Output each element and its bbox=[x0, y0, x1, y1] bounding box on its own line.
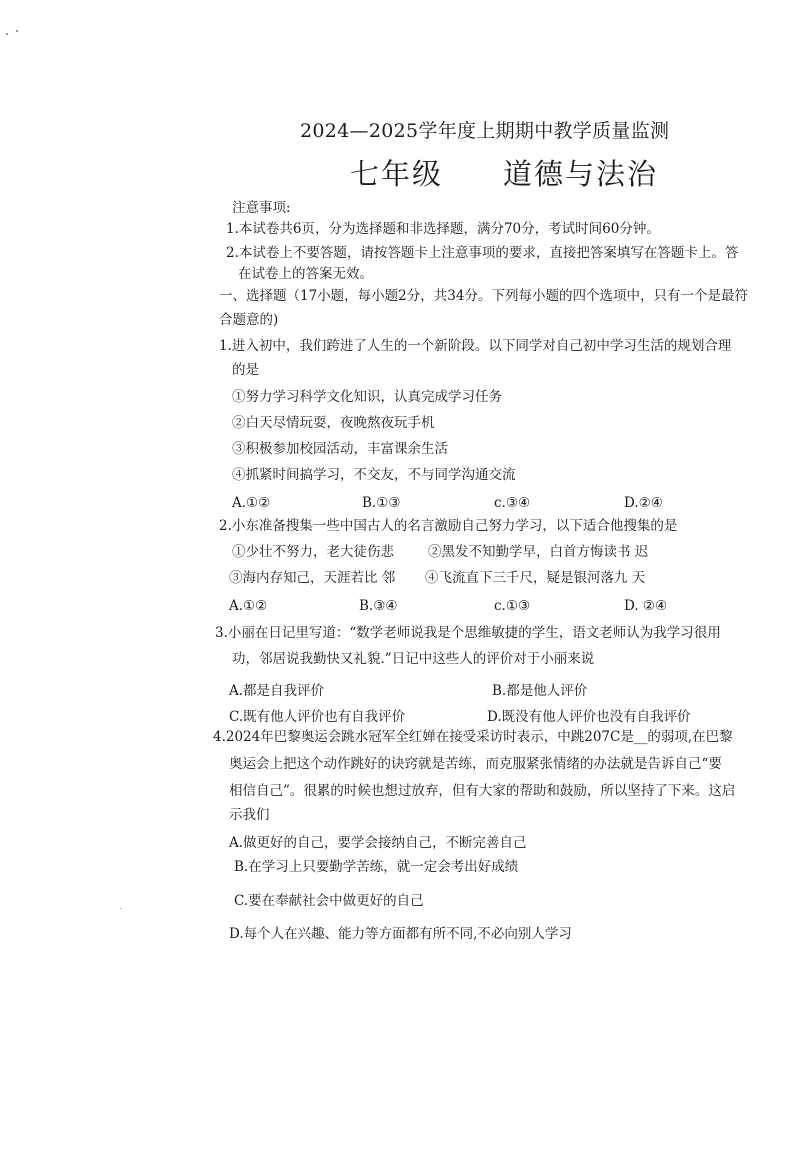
question-1-item: ②白天尽情玩耍，夜晚熬夜玩手机 bbox=[232, 415, 435, 431]
question-3-stem-cont: 功，邻居说我勤快又礼貌.”日记中这些人的评价对于小丽来说 bbox=[232, 651, 595, 667]
notice-item: 2.本试卷上不要答题，请按答题卡上注意事项的要求，直接把答案填写在答题卡上。答 bbox=[226, 245, 739, 261]
question-3-stem: 3.小丽在日记里写道：“数学老师说我是个思维敏捷的学生，语文老师认为我学习很用 bbox=[215, 625, 721, 641]
question-4-stem-cont: 相信自己”。很累的时候也想过放弃，但有大家的帮助和鼓励，所以坚持了下来。这启 bbox=[229, 783, 736, 799]
exam-title: 2024—2025学年度上期期中教学质量监测 bbox=[300, 120, 670, 142]
scan-speck bbox=[6, 33, 8, 35]
question-1-option-c: c.③④ bbox=[494, 495, 531, 511]
question-3-option-b: B.都是他人评价 bbox=[492, 683, 588, 699]
section-heading: 一、选择题（17小题，每小题2分，共34分。下列每小题的四个选项中，只有一个是最符 bbox=[219, 288, 748, 304]
question-2-option-b: B.③④ bbox=[359, 598, 398, 614]
question-2-option-a: A.①② bbox=[229, 598, 268, 614]
scan-speck bbox=[120, 908, 121, 909]
question-2-option-d: D. ②④ bbox=[624, 598, 668, 614]
notice-item: 1.本试卷共6页，分为选择题和非选择题，满分70分，考试时间60分钟。 bbox=[226, 221, 660, 237]
question-2-item: ①少壮不努力，老大徒伤悲 bbox=[232, 544, 394, 560]
question-4-option-b: B.在学习上只要勤学苦练，就一定会考出好成绩 bbox=[234, 859, 519, 875]
question-1-option-d: D.②④ bbox=[624, 495, 663, 511]
question-3-option-c: C.既有他人评价也有自我评价 bbox=[229, 709, 406, 725]
question-2-item: ③海内存知己，天涯若比 邻 bbox=[229, 570, 396, 586]
question-1-stem: 1.进入初中，我们跨进了人生的一个新阶段。以下同学对自己初中学习生活的规划合理 bbox=[219, 338, 732, 354]
question-1-item: ④抓紧时间搞学习，不交友，不与同学沟通交流 bbox=[232, 467, 516, 483]
question-4-stem-cont: 奥运会上把这个动作跳好的诀窍就是苦练，而克服紧张情绪的办法就是告诉自己“要 bbox=[229, 756, 722, 772]
scan-speck bbox=[16, 30, 18, 32]
notice-item: 在试卷上的答案无效。 bbox=[238, 266, 373, 282]
question-2-item: ④飞流直下三千尺，疑是银河落九 天 bbox=[425, 570, 646, 586]
subject-label: 道德与法治 bbox=[503, 157, 659, 191]
question-4-stem-cont: 示我们 bbox=[229, 807, 270, 823]
question-1-item: ①努力学习科学文化知识，认真完成学习任务 bbox=[232, 389, 502, 405]
question-4-option-d: D.每个人在兴趣、能力等方面都有所不同,不必向别人学习 bbox=[229, 926, 572, 942]
question-4-option-a: A.做更好的自己，要学会接纳自己，不断完善自己 bbox=[229, 835, 527, 851]
exam-subtitle bbox=[350, 152, 658, 193]
question-1-stem-cont: 的是 bbox=[232, 362, 259, 378]
notice-heading: 注意事项: bbox=[232, 200, 291, 216]
section-heading-cont: 合题意的) bbox=[219, 312, 279, 328]
question-2-option-c: c.①③ bbox=[494, 598, 531, 614]
grade-label: 七年级 bbox=[350, 157, 444, 191]
question-1-item: ③积极参加校园活动，丰富课余生活 bbox=[232, 441, 448, 457]
question-3-option-a: A.都是自我评价 bbox=[229, 683, 325, 699]
question-1-option-b: B.①③ bbox=[362, 495, 401, 511]
question-2-stem: 2.小东准备搜集一些中国古人的名言激励自己努力学习，以下适合他搜集的是 bbox=[219, 518, 678, 534]
question-2-item: ②黑发不知勤学早，白首方悔读书 迟 bbox=[428, 544, 649, 560]
question-4-stem: 4.2024年巴黎奥运会跳水冠军全红婵在接受采访时表示，中跳207C是__的弱项,在巴黎 bbox=[213, 729, 733, 745]
question-1-option-a: A.①② bbox=[232, 495, 271, 511]
question-4-option-c: C.要在奉献社会中做更好的自己 bbox=[234, 893, 424, 909]
question-3-option-d: D.既没有他人评价也没有自我评价 bbox=[487, 709, 691, 725]
